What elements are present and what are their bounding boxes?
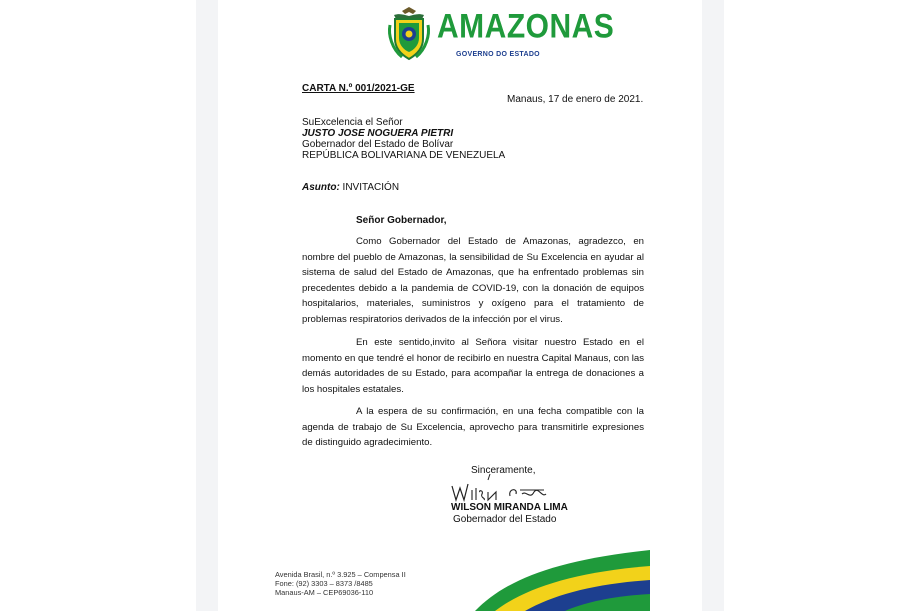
signer-title: Gobernador del Estado — [453, 514, 557, 525]
body-paragraph-3: A la espera de su confirmación, en una fecha compatible con la agenda de trabajo de Su Excelencia, aprovecho para transmitirle expresiones de distinguido agradecimiento. — [302, 406, 644, 449]
footer-phone: Fone: (92) 3303 – 8373 /8485 — [275, 579, 373, 588]
closing: Sinceramente, — [471, 465, 536, 476]
left-margin-band — [196, 0, 218, 611]
letter-reference: CARTA N.º 001/2021-GE — [302, 83, 415, 94]
body-paragraph-1: Como Gobernador del Estado de Amazonas, agradezco, en nombre del pueblo de Amazonas, la sensibilidad de Su Excelencia en ayudar al sistema de salud del Estado de Amazonas, que ha enfrentado problemas sin precedentes debido a la pandemia de COVID-19, con la donación de equipos hospitalarios, materiales, suministros y oxígeno para el tratamiento de problemas respiratorios derivados de la infección por el virus. — [302, 236, 644, 325]
salutation: Señor Gobernador, — [356, 215, 447, 226]
body-paragraph-2: En este sentido,invito al Señora visitar nuestro Estado en el momento en que tendré el honor de recibirlo en nuestra Capital Manaus, con las demás autoridades de su Estado, para acompañar la entrega de donaciones a los hospitales estatales. — [302, 337, 644, 395]
recipient-role: Gobernador del Estado de Bolívar — [302, 139, 454, 150]
handwritten-signature — [448, 472, 558, 506]
flag-waves-decoration — [475, 550, 650, 611]
recipient-country: REPÚBLICA BOLIVARIANA DE VENEZUELA — [302, 150, 506, 161]
recipient-line: SuExcelencia el Señor — [302, 117, 403, 128]
letterhead-title: AMAZONAS — [437, 7, 615, 46]
subject-line — [302, 182, 399, 193]
state-coat-of-arms-icon — [386, 5, 432, 63]
footer-city: Manaus-AM – CEP69036-110 — [275, 588, 374, 597]
letterhead-subtitle: GOVERNO DO ESTADO — [456, 51, 540, 58]
recipient-name: JUSTO JOSE NOGUERA PIETRI — [302, 128, 454, 139]
footer-address: Avenida Brasil, n.º 3.925 – Compensa II — [275, 570, 406, 579]
letter-date: Manaus, 17 de enero de 2021. — [507, 94, 644, 105]
subject-value: INVITACIÓN — [339, 182, 400, 193]
signer-name: WILSON MIRANDA LIMA — [451, 502, 568, 513]
subject-label: Asunto: — [302, 182, 340, 193]
right-margin-band — [702, 0, 724, 611]
